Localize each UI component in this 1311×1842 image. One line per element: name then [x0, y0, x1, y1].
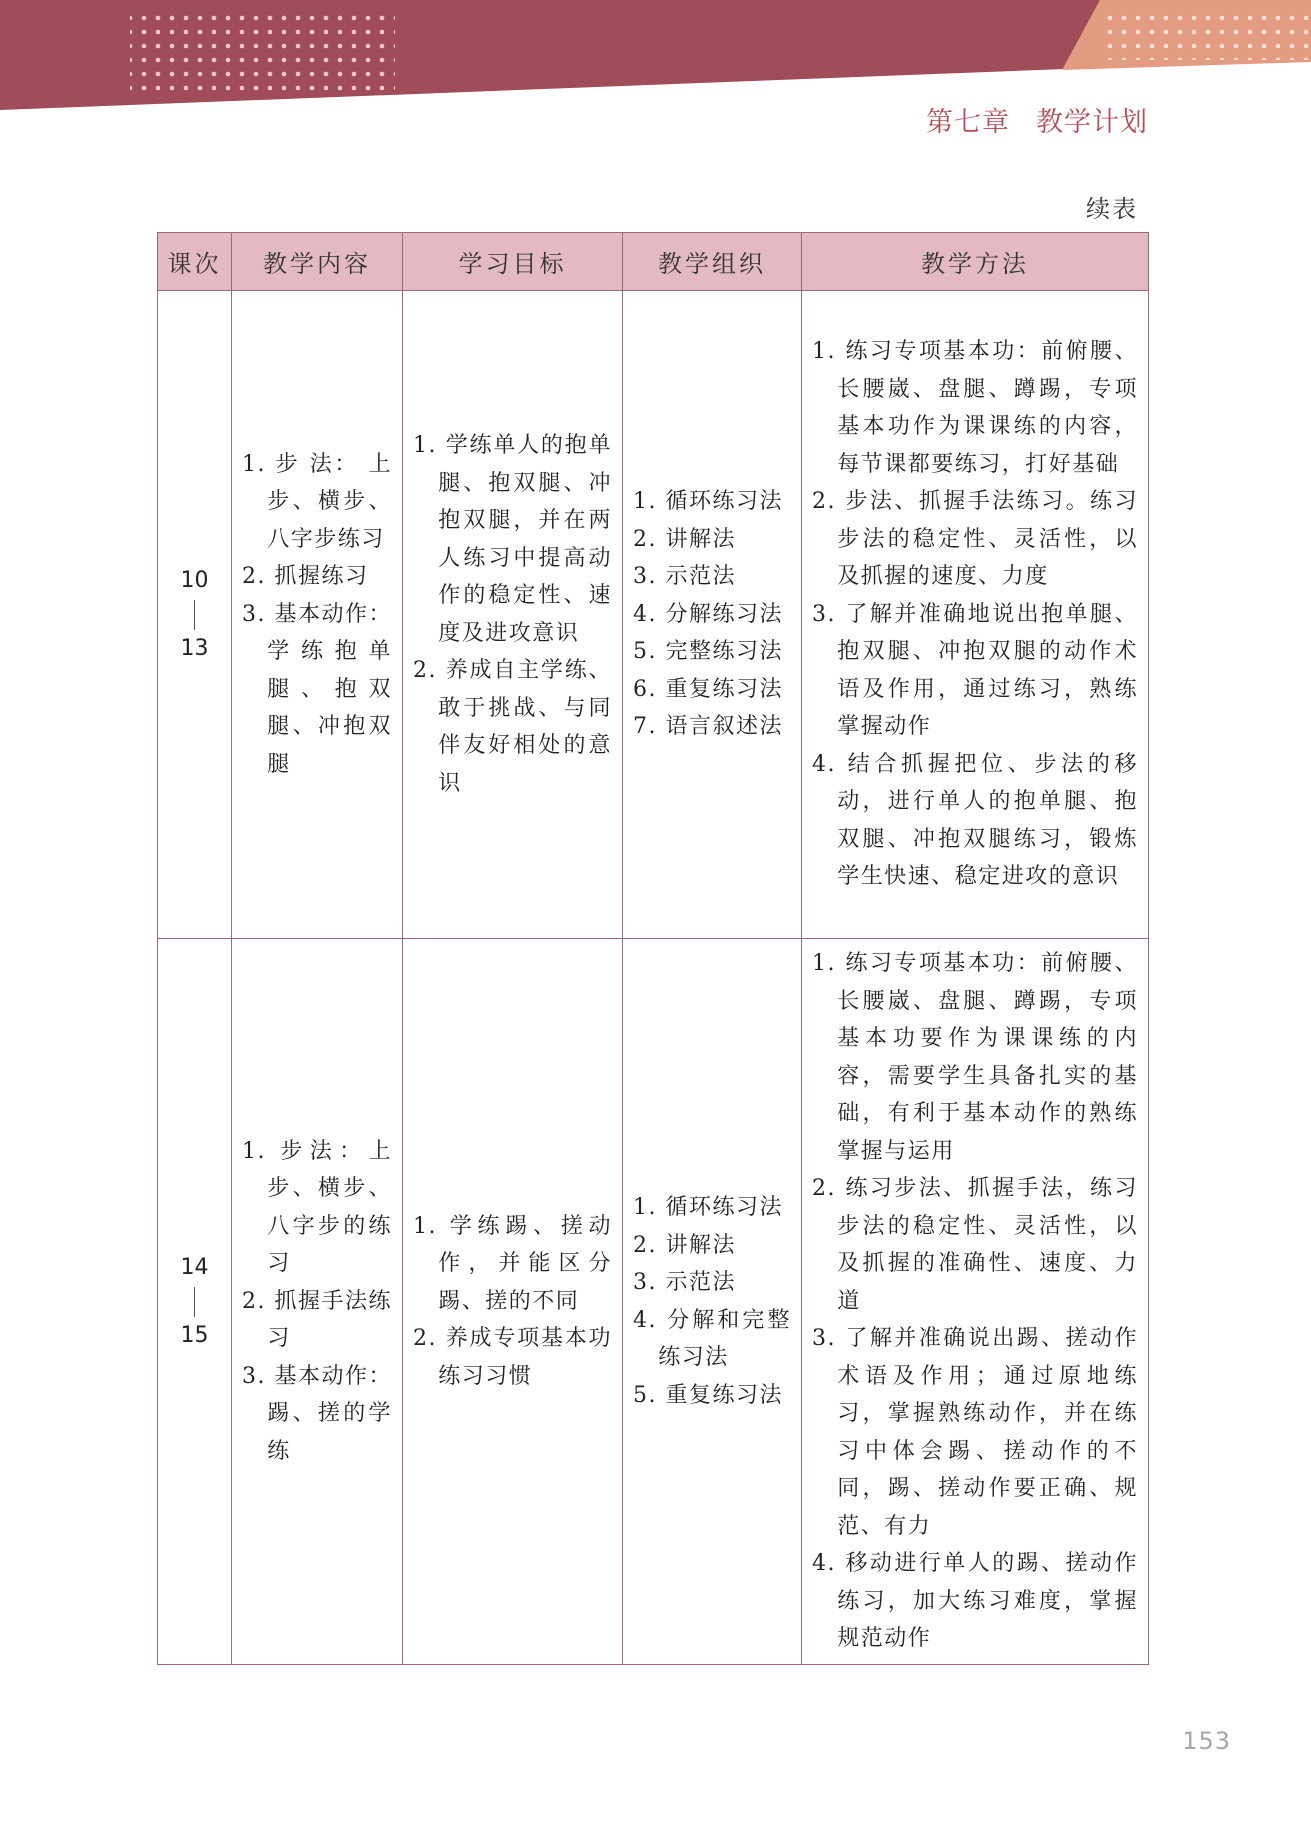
header-dots-left — [130, 10, 395, 95]
organization-item: 4. 分解练习法 — [633, 601, 783, 627]
lesson-number-cell — [158, 939, 232, 1665]
organization-item: 4. 分解和完整练习法 — [633, 1307, 791, 1370]
goal-item: 1. 学练单人的抱单腿、抱双腿、冲抱双腿，并在两人练习中提高动作的稳定性、速度及进攻意识 — [413, 433, 612, 646]
organization-item: 2. 讲解法 — [633, 526, 736, 552]
header-teaching-content: 教学内容 — [232, 233, 403, 291]
content-item: 1. 步 法： 上步、横步、八字步练习 — [242, 451, 392, 552]
organization-cell — [623, 939, 802, 1665]
chapter-title — [926, 100, 1148, 139]
header-teaching-methods: 教学方法 — [802, 233, 1149, 291]
table-row — [158, 291, 1149, 939]
organization-cell — [623, 291, 802, 939]
goal-cell — [403, 291, 623, 939]
method-item: 1. 练习专项基本功：前俯腰、长腰崴、盘腿、蹲踢，专项基本功要作为课课练的内容，需要学生具备扎实的基础，有利于基本动作的熟练掌握与运用 — [812, 951, 1138, 1164]
method-item: 2. 步法、抓握手法练习。练习步法的稳定性、灵活性，以及抓握的速度、力度 — [812, 489, 1138, 590]
organization-item: 6. 重复练习法 — [633, 676, 783, 702]
organization-item: 3. 示范法 — [633, 1270, 736, 1295]
lesson-start: 14 — [180, 1255, 209, 1280]
table-header-row — [158, 233, 1149, 291]
table-row — [158, 939, 1149, 1665]
content-cell — [232, 291, 403, 939]
organization-item: 2. 讲解法 — [633, 1232, 736, 1258]
lesson-number-cell — [158, 291, 232, 939]
chapter-name: 教学计划 — [1036, 107, 1148, 138]
header-learning-goals: 学习目标 — [403, 233, 623, 291]
content-item: 3. 基本动作：学练抱单腿、抱双腿、冲抱双腿 — [242, 601, 392, 777]
content-item: 3. 基本动作：踢、搓的学练 — [242, 1363, 392, 1464]
page-number: 153 — [1182, 1727, 1231, 1755]
method-item: 3. 了解并准确说出踢、搓动作术语及作用；通过原地练习，掌握熟练动作，并在练习中体会踢、搓动作的不同，踢、搓动作要正确、规范、有力 — [812, 1326, 1138, 1539]
method-item: 3. 了解并准确地说出抱单腿、抱双腿、冲抱双腿的动作术语及作用，通过练习，熟练掌握动作 — [812, 601, 1138, 740]
continued-label: 续表 — [1086, 195, 1138, 223]
method-item: 4. 移动进行单人的踢、搓动作练习，加大练习难度，掌握规范动作 — [812, 1551, 1138, 1652]
header-band — [0, 0, 1311, 115]
goal-item: 2. 养成专项基本功练习习惯 — [413, 1326, 612, 1389]
content-item: 1. 步法：上步、横步、八字步的练习 — [242, 1138, 392, 1277]
content-cell — [232, 939, 403, 1665]
lesson-end: 15 — [180, 1322, 209, 1348]
organization-item: 5. 完整练习法 — [633, 639, 783, 665]
goal-item: 2. 养成自主学练、敢于挑战、与同伴友好相处的意识 — [413, 658, 612, 796]
header-teaching-organization: 教学组织 — [623, 233, 802, 291]
organization-item: 3. 示范法 — [633, 564, 736, 590]
method-cell — [802, 291, 1149, 939]
range-bar — [194, 600, 196, 630]
header-dots-right — [1100, 12, 1311, 60]
organization-item: 1. 循环练习法 — [633, 1195, 783, 1220]
method-item: 1. 练习专项基本功：前俯腰、长腰崴、盘腿、蹲踢，专项基本功作为课课练的内容，每节课都要练习，打好基础 — [812, 339, 1138, 477]
range-bar — [194, 1287, 196, 1317]
content-item: 2. 抓握手法练习 — [242, 1288, 392, 1352]
method-cell — [802, 939, 1149, 1665]
organization-item: 1. 循环练习法 — [633, 489, 783, 515]
organization-item: 7. 语言叙述法 — [633, 714, 783, 740]
header-lesson-number: 课次 — [158, 233, 232, 291]
lesson-plan-table — [157, 232, 1149, 1665]
chapter-number: 第七章 — [926, 107, 1010, 138]
organization-item: 5. 重复练习法 — [633, 1382, 783, 1408]
goal-cell — [403, 939, 623, 1665]
lesson-end: 13 — [180, 635, 209, 661]
lesson-start: 10 — [180, 568, 209, 593]
goal-item: 1. 学练踢、搓动作，并能区分踢、搓的不同 — [413, 1213, 612, 1314]
content-item: 2. 抓握练习 — [242, 564, 369, 590]
method-item: 4. 结合抓握把位、步法的移动，进行单人的抱单腿、抱双腿、冲抱双腿练习，锻炼学生快速、稳定进攻的意识 — [812, 751, 1138, 890]
method-item: 2. 练习步法、抓握手法，练习步法的稳定性、灵活性，以及抓握的准确性、速度、力道 — [812, 1176, 1138, 1314]
